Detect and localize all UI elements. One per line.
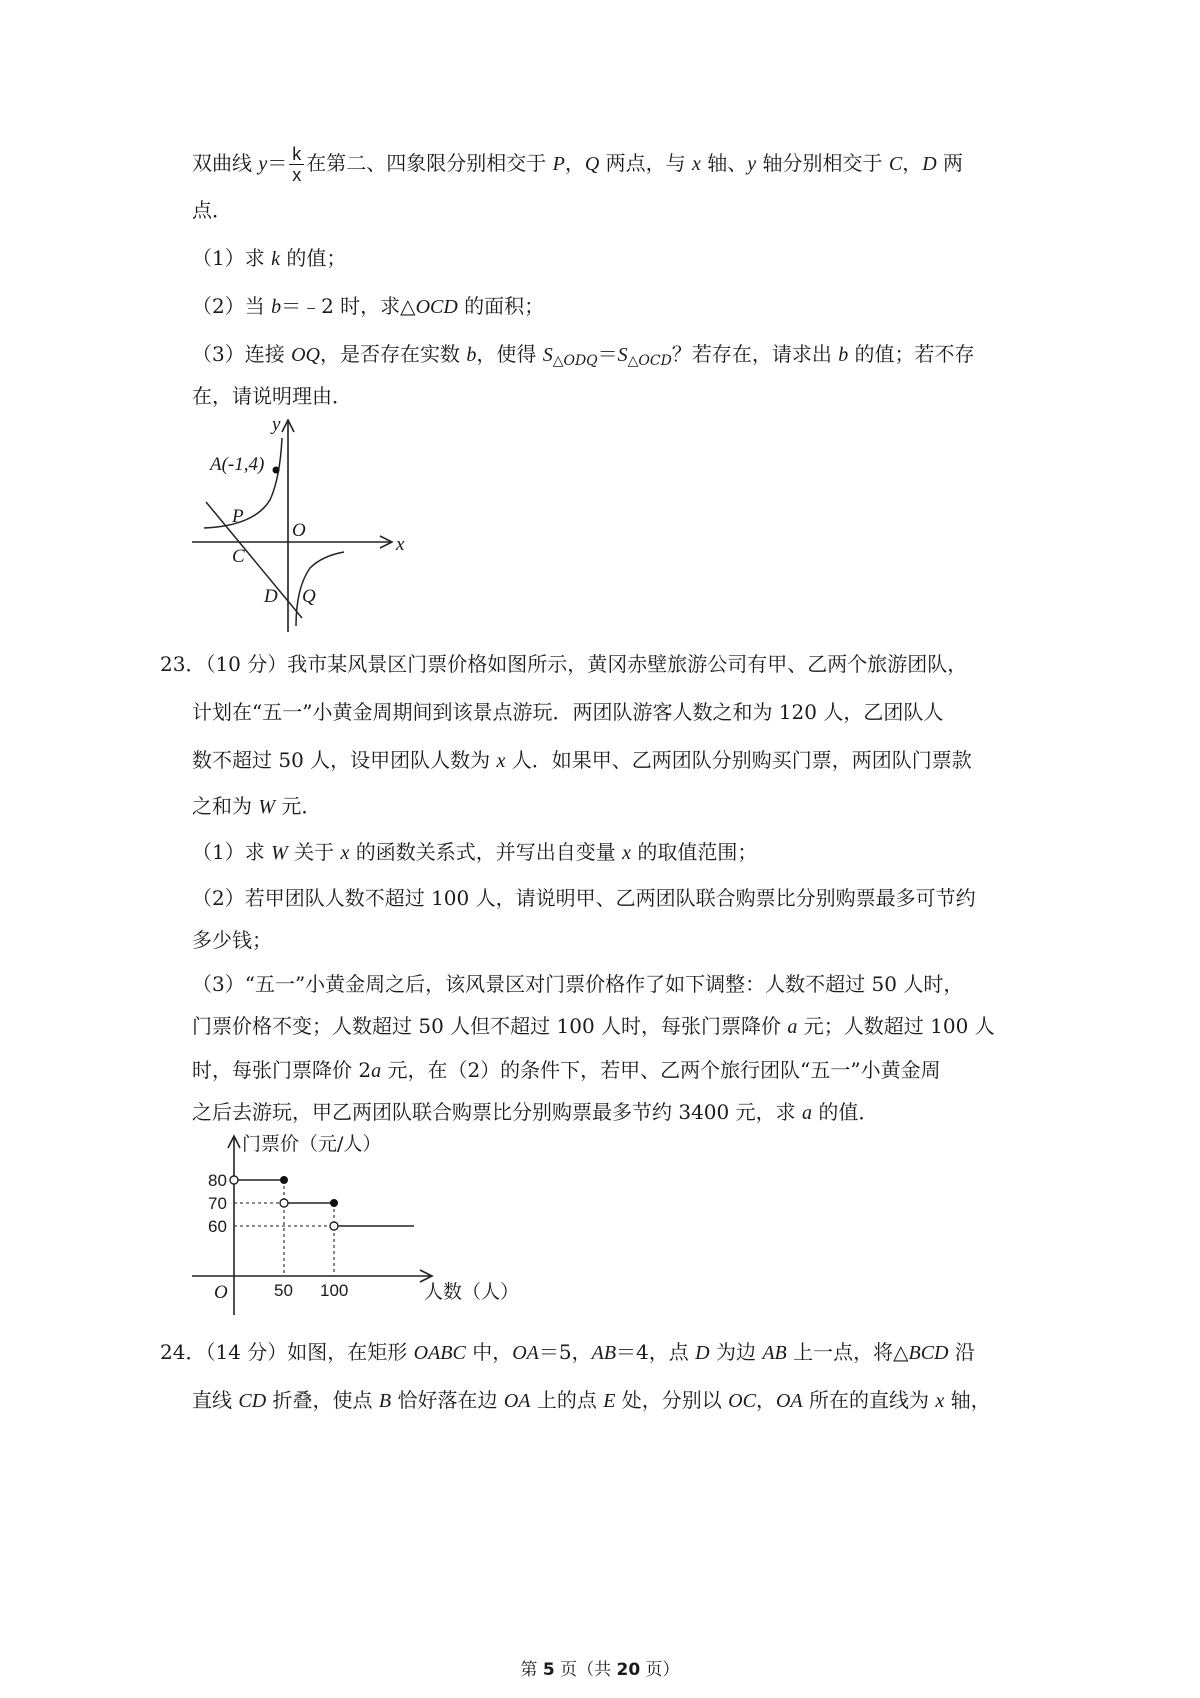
text: （1）求 (192, 246, 272, 270)
text: 页） (640, 1660, 680, 1680)
text: 24．（14 分）如图，在矩形 (160, 1340, 414, 1364)
var-BCD: BCD (908, 1342, 949, 1364)
closed-point-100-70 (330, 1199, 338, 1207)
q23-part-2-line-2 (192, 926, 272, 954)
text: ＝4，点 (616, 1340, 696, 1364)
var-S: S (542, 344, 553, 366)
text: 两点，与 (599, 151, 692, 175)
label-A: A(-1,4) (210, 454, 265, 475)
page-number: 5 (542, 1660, 555, 1680)
text: 上的点 (530, 1388, 604, 1412)
text: 为边 (709, 1340, 763, 1364)
text: （3）“五一”小黄金周之后，该风景区对门票价格作了如下调整：人数不超过 50 人时， (192, 972, 964, 996)
text: 23．（10 分）我市某风景区门票价格如图所示，黄冈赤壁旅游公司有甲、乙两个旅游团队， (160, 652, 968, 676)
var-OCD: OCD (415, 296, 458, 318)
var-Q: Q (584, 153, 600, 175)
text: 中， (465, 1340, 513, 1364)
frac-den: x (292, 165, 302, 185)
var-C: C (888, 153, 903, 175)
label-C: C (232, 546, 245, 567)
q22-figure-hyperbola (192, 414, 432, 638)
point-A (273, 467, 280, 474)
text: 多少钱； (192, 928, 272, 952)
text: 数不超过 50 人，设甲团队人数为 (192, 748, 497, 772)
var-a: a (371, 1060, 382, 1082)
q23-part-3-line-4 (192, 1098, 878, 1127)
q23-part-3-line-3 (192, 1056, 941, 1085)
var-x: x (692, 153, 701, 175)
var-CD: CD (238, 1390, 267, 1412)
var-AB: AB (591, 1342, 617, 1364)
var-b: b (466, 344, 477, 366)
q23-part-3-line-2 (192, 1012, 995, 1041)
var-b: b (838, 344, 849, 366)
var-x: x (935, 1390, 945, 1412)
text: 的函数关系式，并写出自变量 (349, 840, 623, 864)
var-k: k (271, 248, 280, 270)
var-D: D (922, 153, 937, 175)
text: 的面积； (457, 294, 545, 318)
text: 的值． (811, 1100, 879, 1124)
text: 的值；若不存 (848, 342, 975, 366)
y-tick-80: 80 (208, 1171, 227, 1190)
text: ， (902, 151, 923, 175)
y-axis-label: 门票价（元/人） (242, 1133, 382, 1155)
q22-part-1 (192, 244, 346, 273)
q23-part-2 (192, 884, 976, 912)
label-x: x (396, 534, 405, 555)
q23-figure-price-chart (192, 1130, 532, 1320)
var-OA: OA (775, 1390, 803, 1412)
var-E: E (603, 1390, 616, 1412)
text: 元；人数超过 100 人 (797, 1014, 995, 1038)
q22-part-3-line-2 (192, 382, 352, 410)
x-axis-label: 人数（人） (424, 1281, 520, 1303)
text: 元，在（2）的条件下，若甲、乙两个旅行团队“五一”小黄金周 (381, 1058, 941, 1082)
open-point-100-60 (330, 1222, 338, 1230)
text: 计划在“五一”小黄金周期间到该景点游玩．两团队游客人数之和为 120 人，乙团队人 (192, 700, 944, 724)
text: 双曲线 (192, 151, 259, 175)
text: 时，每张门票降价 2 (192, 1058, 372, 1082)
q22-line-2 (192, 196, 232, 224)
text: 的值； (279, 246, 347, 270)
text: 直线 (192, 1388, 239, 1412)
text: 折叠，使点 (266, 1388, 379, 1412)
q23-line-3 (192, 746, 972, 775)
total-pages: 20 (616, 1660, 641, 1680)
label-O: O (292, 520, 306, 541)
var-OA: OA (503, 1390, 531, 1412)
text: ＝ (597, 342, 618, 366)
q23-line-4 (192, 792, 321, 821)
text: 关于 (287, 840, 341, 864)
text: 两 (936, 151, 964, 175)
var-OABC: OABC (413, 1342, 466, 1364)
text: ， (564, 151, 585, 175)
label-P: P (232, 506, 244, 527)
var-B: B (378, 1390, 392, 1412)
label-Q: Q (302, 586, 316, 607)
var-OQ: OQ (291, 344, 320, 366)
var-W: W (258, 796, 276, 818)
q22-line-1 (192, 144, 963, 185)
text: 元． (275, 794, 322, 818)
x-tick-50: 50 (274, 1281, 293, 1300)
text: ？若存在，请求出 (671, 342, 839, 366)
x-tick-100: 100 (320, 1281, 349, 1300)
open-point-50-70 (280, 1199, 288, 1207)
text: 轴分别相交于 (756, 151, 889, 175)
frac-num: k (289, 144, 304, 165)
text: （3）连接 (192, 342, 292, 366)
var-OA: OA (512, 1342, 539, 1364)
origin-label: O (214, 1282, 228, 1303)
page-footer (0, 1655, 1200, 1680)
label-D: D (264, 586, 278, 607)
var-S: S (617, 344, 628, 366)
text: 页（共 (554, 1660, 617, 1680)
text: ＝5， (538, 1340, 592, 1364)
var-x: x (496, 750, 506, 772)
text: 之后去游玩，甲乙两团队联合购票比分别购票最多节约 3400 元，求 (192, 1100, 802, 1124)
var-a: a (801, 1102, 812, 1124)
text: 沿 (948, 1340, 975, 1364)
var-D: D (695, 1342, 710, 1364)
text: ， (755, 1388, 776, 1412)
var-AB: AB (762, 1342, 787, 1364)
text: 处，分别以 (615, 1388, 729, 1412)
q24-line-1 (160, 1338, 975, 1367)
text: ＝ (267, 151, 288, 175)
subscript-ODQ: △ODQ (552, 353, 598, 369)
text: ，使得 (476, 342, 543, 366)
q23-part-3 (192, 970, 963, 998)
q22-part-3 (192, 340, 975, 375)
subscript-OCD: △OCD (627, 353, 672, 369)
text: 门票价格不变；人数超过 50 人但不超过 100 人时，每张门票降价 (192, 1014, 788, 1038)
text: 在第二、四象限分别相交于 (306, 151, 553, 175)
y-tick-60: 60 (208, 1217, 227, 1236)
text: 的取值范围； (630, 840, 758, 864)
var-x: x (340, 842, 350, 864)
label-y: y (272, 414, 281, 435)
q22-part-2 (192, 292, 544, 321)
var-b: b (271, 296, 282, 318)
text: 点． (192, 198, 232, 222)
text: （2）若甲团队人数不超过 100 人，请说明甲、乙两团队联合购票比分别购票最多可节约 (192, 886, 976, 910)
text: 第 (520, 1660, 543, 1680)
q23-line-1 (160, 650, 967, 678)
var-OC: OC (728, 1390, 756, 1412)
text: 轴、 (700, 151, 748, 175)
var-P: P (552, 153, 565, 175)
var-x: x (622, 842, 631, 864)
text: 所在的直线为 (802, 1388, 936, 1412)
text: 轴， (944, 1388, 991, 1412)
text: ＝﹣2 时，求△ (281, 294, 416, 318)
q23-part-1 (192, 838, 757, 867)
text: （1）求 (192, 840, 272, 864)
var-y: y (258, 153, 268, 175)
fraction-k-over-x (289, 144, 304, 185)
open-point-0-80 (230, 1176, 238, 1184)
y-tick-70: 70 (208, 1194, 227, 1213)
text: 人．如果甲、乙两团队分别购买门票，两团队门票款 (505, 748, 972, 772)
text: 在，请说明理由． (192, 384, 352, 408)
text: ，是否存在实数 (319, 342, 467, 366)
var-a: a (787, 1016, 798, 1038)
q23-line-2 (192, 698, 943, 726)
q24-line-2 (192, 1386, 991, 1415)
var-W: W (271, 842, 288, 864)
text: 恰好落在边 (391, 1388, 504, 1412)
text: 上一点，将△ (786, 1340, 909, 1364)
var-y: y (747, 153, 757, 175)
text: 之和为 (192, 794, 259, 818)
text: （2）当 (192, 294, 272, 318)
closed-point-50-80 (280, 1176, 288, 1184)
